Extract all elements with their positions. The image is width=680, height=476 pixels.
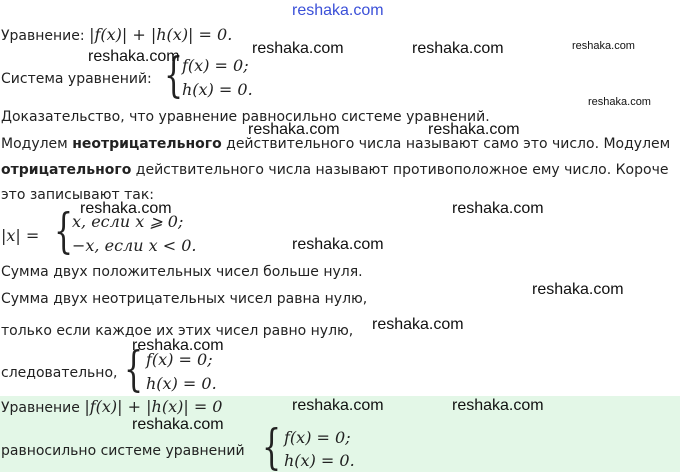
watermark: reshaka.com <box>80 200 172 217</box>
left-brace: { <box>54 204 74 260</box>
system-eq-2: h(x) = 0. <box>182 80 253 99</box>
watermark: reshaka.com <box>452 200 544 217</box>
statement-line-4: следовательно, <box>1 365 118 381</box>
watermark: reshaka.com <box>372 316 464 333</box>
equation-label: Уравнение: <box>1 28 85 44</box>
proof-heading: Доказательство, что уравнение равносильно системе уравнений. <box>1 109 490 125</box>
paragraph-line-1: Модулем неотрицательного действительного числа называют само это число. Модулем <box>1 136 671 152</box>
watermark: reshaka.com <box>452 397 544 414</box>
bold-term: отрицательного <box>1 162 132 178</box>
statement-line-1: Сумма двух положительных чисел больше нуля. <box>1 264 363 280</box>
left-brace: { <box>124 342 144 398</box>
system2-eq-2: h(x) = 0. <box>146 374 217 393</box>
final-equivalence-text: равносильно системе уравнений <box>1 443 245 459</box>
final-formula: |f(x)| + |h(x)| = 0 <box>84 397 223 416</box>
watermark: reshaka.com <box>132 416 224 433</box>
watermark: reshaka.com <box>132 337 224 354</box>
final-equation-line <box>1 398 222 417</box>
watermark: reshaka.com <box>588 96 651 108</box>
equation-formula: |f(x)| + |h(x)| = 0. <box>89 25 233 44</box>
left-brace: { <box>164 48 184 104</box>
final-eq-1: f(x) = 0; <box>284 428 351 447</box>
watermark: reshaka.com <box>532 281 624 298</box>
final-label: Уравнение <box>1 400 80 416</box>
abs-lhs: |x| = <box>1 226 40 245</box>
bold-term: неотрицательного <box>72 136 222 152</box>
watermark: reshaka.com <box>248 121 340 138</box>
left-brace: { <box>262 420 282 476</box>
paragraph-line-3: это записывают так: <box>1 187 155 203</box>
abs-case-1: x, если x ⩾ 0; <box>72 212 184 231</box>
abs-case-2: −x, если x < 0. <box>72 236 197 255</box>
watermark: reshaka.com <box>88 48 180 65</box>
statement-line-3: только если каждое их этих чисел равно нулю, <box>1 323 354 339</box>
system-eq-1: f(x) = 0; <box>182 56 249 75</box>
statement-line-2: Сумма двух неотрицательных чисел равна нулю, <box>1 291 368 307</box>
system-label: Система уравнений: <box>1 71 152 87</box>
watermark: reshaka.com <box>252 40 344 57</box>
equation-line <box>1 26 232 45</box>
system2-eq-1: f(x) = 0; <box>146 350 213 369</box>
watermark: reshaka.com <box>572 40 635 52</box>
watermark: reshaka.com <box>292 236 384 253</box>
paragraph-line-2: отрицательного действительного числа называют противоположное ему число. Короче <box>1 162 669 178</box>
watermark: reshaka.com <box>292 397 384 414</box>
final-eq-2: h(x) = 0. <box>284 451 355 470</box>
watermark: reshaka.com <box>412 40 504 57</box>
watermark: reshaka.com <box>428 121 520 138</box>
watermark-top: reshaka.com <box>292 2 384 19</box>
